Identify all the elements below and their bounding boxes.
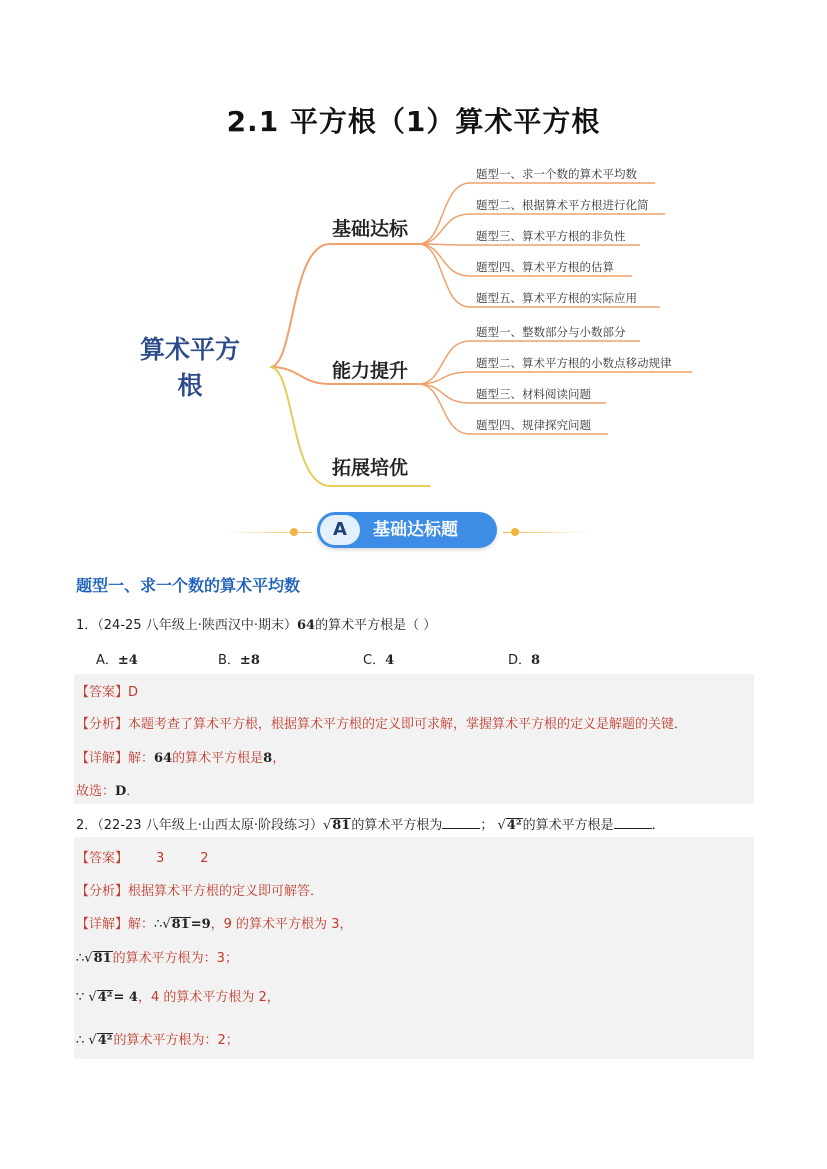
- branch-label-basic: 基础达标: [332, 218, 409, 240]
- leaf-label: 题型一、求一个数的算术平均数: [476, 167, 637, 181]
- question-number: 2．: [76, 818, 98, 833]
- section-heading: 题型一、求一个数的算术平均数: [76, 576, 301, 595]
- detail-line: 【详解】解：64的算术平方根是8，: [76, 751, 286, 766]
- leaf-label: 题型二、根据算术平方根进行化简: [476, 198, 649, 212]
- question-2: 2．（22-23 八年级上·山西太原·阶段练习）√81的算术平方根为 ； √4²的算术平方根是 ．: [76, 818, 665, 833]
- branch-label-ability: 能力提升: [332, 360, 409, 382]
- question-source: （24-25 八年级上·陕西汉中·期末）: [97, 618, 297, 633]
- answer-box-1: [74, 674, 754, 804]
- banner-letter: A: [320, 515, 360, 545]
- branch-label-extend: 拓展培优: [332, 457, 409, 479]
- leaf-connector: [418, 372, 692, 384]
- question-text: 的算术平方根是（ ）: [315, 618, 437, 633]
- radicand: 81: [332, 818, 351, 833]
- leaf-label: 题型二、算术平方根的小数点移动规律: [476, 356, 672, 370]
- option-c: C．4: [363, 653, 395, 668]
- leaf-label: 题型一、整数部分与小数部分: [476, 325, 626, 339]
- answer-line: 【答案】D: [76, 685, 139, 700]
- leaf-label: 题型五、算术平方根的实际应用: [476, 291, 637, 305]
- detail-line: ∵ √4²= 4，4 的算术平方根为 2，: [76, 990, 280, 1005]
- option-b: B．±8: [218, 653, 260, 668]
- math-value: 64: [296, 618, 316, 633]
- option-a: A．±4: [96, 653, 138, 668]
- analysis-line: 【分析】根据算术平方根的定义即可解答．: [76, 884, 324, 899]
- section-banner: [317, 512, 497, 548]
- leaf-label: 题型三、材料阅读问题: [476, 387, 591, 401]
- banner-dot-left: [290, 528, 298, 536]
- leaf-label: 题型四、规律探究问题: [476, 418, 591, 432]
- answer-blank[interactable]: [442, 816, 480, 829]
- option-d: D．8: [508, 653, 541, 668]
- detail-line: ∴ √4²的算术平方根为：2；: [76, 1033, 239, 1048]
- branch-connector-1: [270, 244, 418, 367]
- answer-blank[interactable]: [614, 816, 652, 829]
- question-source: （22-23 八年级上·山西太原·阶段练习）: [97, 818, 323, 833]
- choose-line: 故选：D．: [76, 784, 140, 799]
- banner-label: 基础达标题: [373, 520, 458, 540]
- page-title: 2.1 平方根（1）算术平方根: [226, 105, 601, 138]
- leaf-label: 题型三、算术平方根的非负性: [476, 229, 626, 243]
- question-1: [76, 614, 436, 633]
- mindmap-root-line2: 根: [177, 371, 203, 400]
- mindmap-root-line1: 算术平方: [139, 335, 241, 364]
- detail-line: ∴√81的算术平方根为：3；: [76, 951, 238, 966]
- question-number: 1．: [76, 618, 98, 633]
- banner-dot-right: [511, 528, 519, 536]
- leaf-label: 题型四、算术平方根的估算: [476, 260, 614, 274]
- mind-map: [0, 150, 827, 495]
- answer-line: 【答案】 3 2: [76, 851, 209, 866]
- leaf-connector: [418, 244, 640, 245]
- banner-rule-left: [228, 532, 312, 533]
- detail-line: 【详解】解：∴√81=9，9 的算术平方根为 3，: [76, 917, 353, 932]
- analysis-line: 【分析】本题考查了算术平方根，根据算术平方根的定义即可求解，掌握算术平方根的定义是解题的关键．: [76, 717, 688, 732]
- radicand: 4²: [506, 818, 522, 833]
